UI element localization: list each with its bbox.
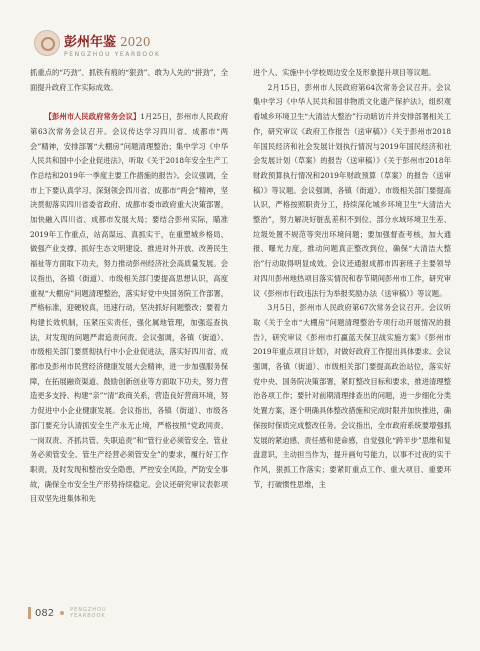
section-heading: 【彭州市人民政府常务会议】 [44,112,141,122]
page-footer [28,604,107,622]
yearbook-year: 2020 [120,35,151,49]
right-paragraph-1: 进个人、实施中小学校周边安全及形象提升项目等议题。 [253,68,436,77]
yearbook-subtitle-en: PENGZHOU YEARBOOK [64,51,161,58]
left-paragraph-1: 抓重点的“巧劲”、抓铁有痕的“狠劲”、敢为人先的“拼劲”，全面提升政府工作实际成效。 [30,68,228,92]
yearbook-logo-icon [34,30,60,56]
yearbook-title: 彭州年鉴 [64,35,117,50]
right-paragraph-3: 3月5日，彭州市人民政府第67次常务会议召开。会议听取《关于全市“大棚房”问题清理整治专项行动开展情况的报告》，研究审议《彭州市打赢蓝天保卫战实施方案》《彭州市2019年重点项目计划》，对做好政府工作提出具体要求。会议强调，各镇（街道）、市级相关部门要提高政治站位，落实好党中央、国务院决策部署，紧盯整改目标和要求，推进清理整治各项工作；要针对前期清理排查出的问题，进一步细化分类处置方案，逐个明确具体整改措施和完成时限并加快推进，确保按时保质完成整改任务。会议指出，全市政府系统要增强抓发展的紧迫感、责任感和使命感，自觉强化“跨半步”思维和复盘意识，主动担当作为，提升画句号能力，以事不过夜的实干作风，狠抓工作落实；要紧盯重点工作、重大项目、重要环节，打破惯性思维，主 [253,303,451,489]
page-header [0,0,480,64]
paragraph-gap [30,95,228,110]
footer-brand [70,607,107,619]
left-column [30,66,228,507]
header-title-block [64,31,161,58]
page-number: 082 [35,607,55,619]
left-paragraph-2 [30,110,228,507]
right-column [253,66,451,492]
footer-accent-bar [28,607,31,619]
footer-brand-line-2: YEARBOOK [70,613,106,619]
right-paragraph-2: 2月15日，彭州市人民政府第64次常务会议召开。会议集中学习《中华人民共和国非物质文化遗产保护法》，组织观看城乡环境卫生“大清洁大整治”行动暗访片并安排部署相关工作，研究审议《政府工作报告（送审稿）》《关于彭州市2018年国民经济和社会发展计划执行情况与2019年国民经济和社会发展计划（草案）的报告（送审稿）》《关于彭州市2018年财政预算执行情况和2019年财政预算（草案）的报告（送审稿）》等议题。会议强调，各镇（街道）、市级相关部门要提高认识，严格按照职责分工，持续深化城乡环境卫生“大清洁大整治”，努力解决好脏乱差积不到位、部分水域环境卫生差、垃圾处置不规范等突出环境问题；要加强督查考核，加大通报、曝光力度，推动问题真正整改到位，确保“大清洁大整治”行动取得明显成效。会议还通报成都市四套班子主要领导对四川彭州地热项目落实情况和春节期间彭州市工作，研究审议《彭州市行政违法行为举报奖励办法（送审稿）》等议题。 [253,82,451,298]
footer-brand-line-1: PENGZHOU [70,607,107,613]
left-paragraph-2-body: 1月25日，彭州市人民政府第63次常务会议召开。会议传达学习四川省、成都市“两会”精神，安排部署“大棚房”问题清理整治；集中学习《中华人民共和国中小企业促进法》，听取《关于2018年安全生产工作总结和2019年一季度主要工作措施的报告》。会议强调，全市上下要认真学习、深刻领会四川省、成都市“两会”精神，坚决贯彻落实四川省委省政府、成都市委市政府重大决策部署，加快融入四川省、成都市发展大局；要结合彭州实际，瞄准2019年工作重点，站高谋远、真抓实干，在重塑城乡格局、做强产业支撑、抓好生态文明建设、推进对外开放、改善民生福祉等方面取下功夫，努力推动彭州经济社会高质量发展。会议指出，各镇（街道）、市级相关部门要提高思想认识，高度重视“大棚房”问题清理整治，落实好党中央国务院工作部署，严格标准，迎硬较真，迅速行动，坚决抓好问题整改；要着力构建长效机制，压紧压实责任，强化属地管理，加强巡查执法，对发现的问题严肃追责问责。会议强调，各镇（街道）、市级相关部门要贯彻执行中小企业促进法，落实好四川省、成都市及彭州市民营经济健康发展大会精神，进一步加强服务保障，在拓展融资渠道、鼓励创新创业等方面取下功夫，努力营造更多支持、构建“亲”“清”政商关系，营造良好营商环境，努力促进中小企业健康发展。会议指出，各镇（街道）、市级各部门要充分认清抓安全生产永无止境，严格按照“党政同责、一岗双责、齐抓共管、失职追责”和“管行业必须管安全、管业务必须管安全、管生产经营必须管安全”的要求，履行好工作职责，及时发现和整治安全隐患，严控安全风险，严防安全事故，确保全市安全生产形势持续稳定。会议还研究审议表彰项目双坚先进集体和先 [30,112,228,504]
footer-dot-icon [60,611,64,615]
